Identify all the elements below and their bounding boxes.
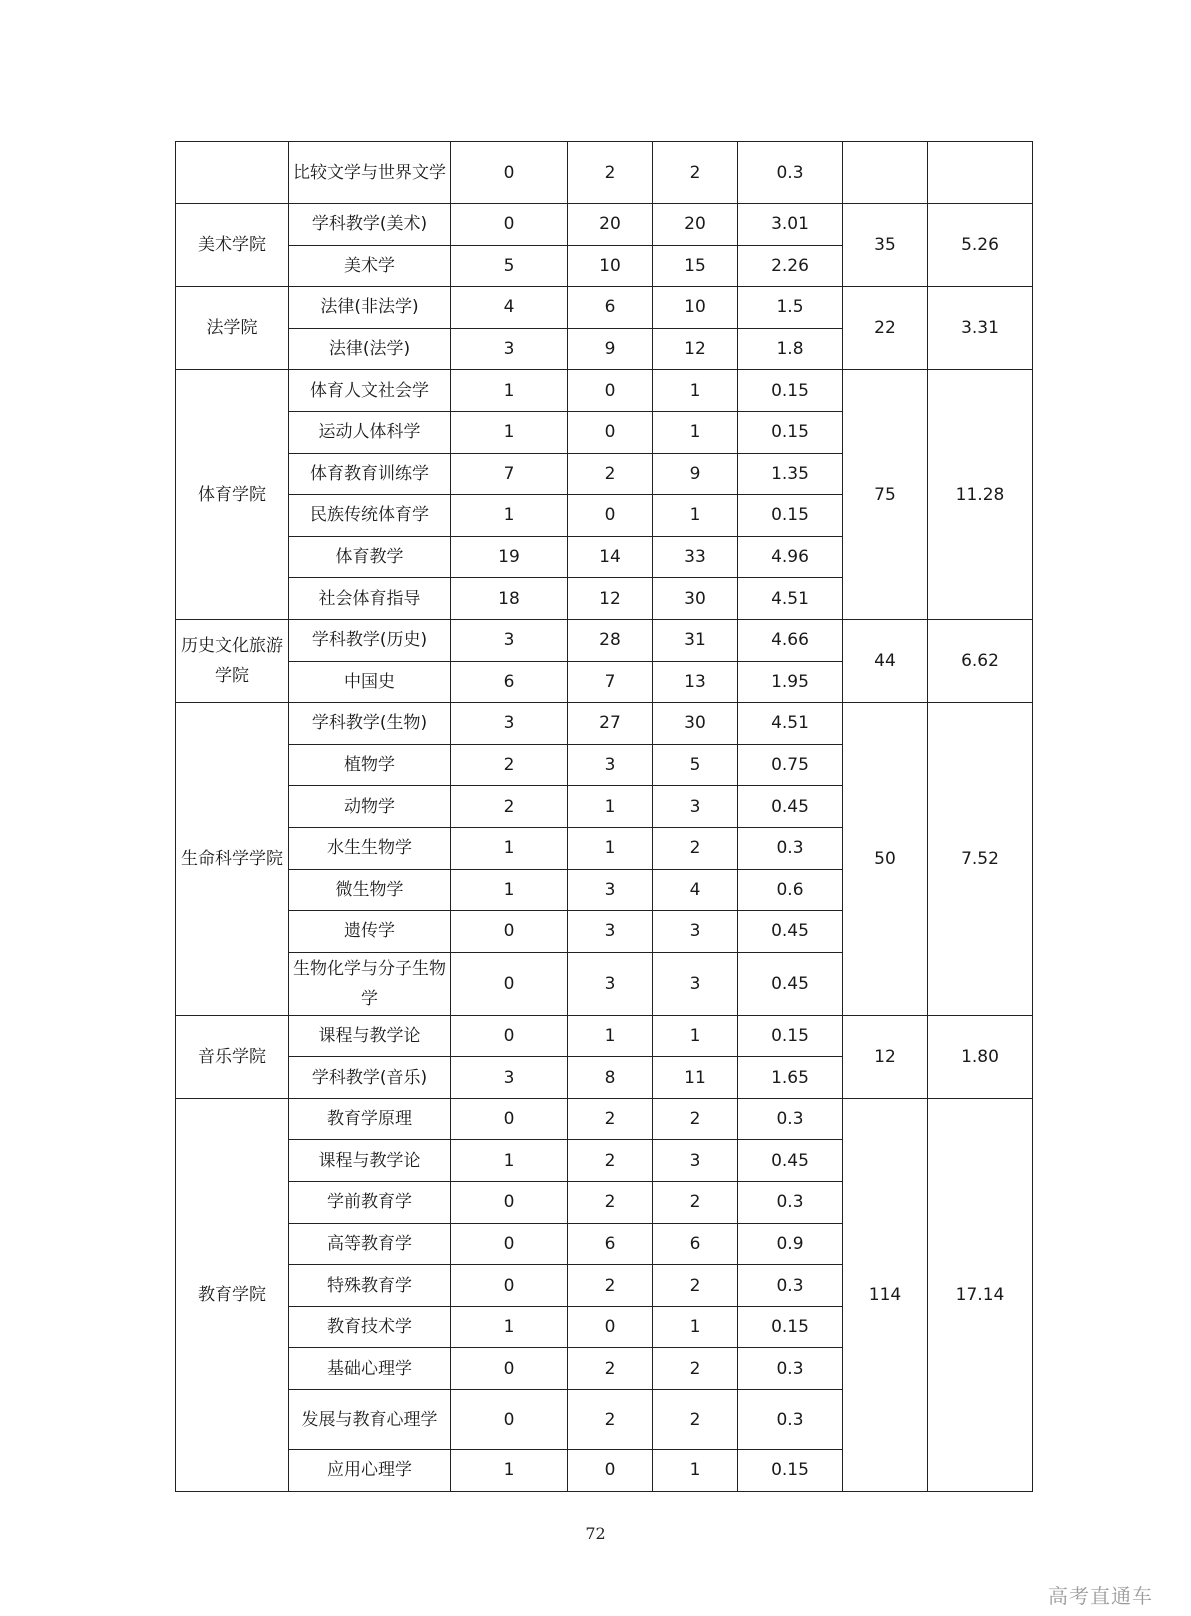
major-cell: 运动人体科学 bbox=[289, 411, 451, 453]
ratio-cell: 0.3 bbox=[738, 1098, 843, 1140]
value-b-cell: 10 bbox=[568, 245, 653, 287]
value-b-cell: 0 bbox=[568, 1450, 653, 1492]
value-a-cell: 0 bbox=[451, 1015, 568, 1057]
value-b-cell: 20 bbox=[568, 204, 653, 246]
college-total-cell: 12 bbox=[843, 1015, 928, 1098]
value-a-cell: 1 bbox=[451, 1450, 568, 1492]
value-c-cell: 2 bbox=[653, 1182, 738, 1224]
ratio-cell: 0.3 bbox=[738, 142, 843, 204]
major-cell: 民族传统体育学 bbox=[289, 495, 451, 537]
major-cell: 体育人文社会学 bbox=[289, 370, 451, 412]
ratio-cell: 0.3 bbox=[738, 1182, 843, 1224]
value-a-cell: 0 bbox=[451, 1265, 568, 1307]
college-percent-cell: 1.80 bbox=[928, 1015, 1033, 1098]
ratio-cell: 0.45 bbox=[738, 911, 843, 953]
value-a-cell: 2 bbox=[451, 744, 568, 786]
table-row bbox=[176, 619, 1033, 661]
value-c-cell: 6 bbox=[653, 1223, 738, 1265]
value-b-cell: 6 bbox=[568, 287, 653, 329]
college-percent-cell: 3.31 bbox=[928, 287, 1033, 370]
value-c-cell: 1 bbox=[653, 1450, 738, 1492]
value-c-cell: 1 bbox=[653, 370, 738, 412]
value-a-cell: 3 bbox=[451, 1057, 568, 1099]
value-a-cell: 1 bbox=[451, 869, 568, 911]
value-b-cell: 0 bbox=[568, 411, 653, 453]
value-a-cell: 19 bbox=[451, 536, 568, 578]
college-percent-cell: 6.62 bbox=[928, 619, 1033, 702]
major-cell: 社会体育指导 bbox=[289, 578, 451, 620]
value-c-cell: 2 bbox=[653, 1390, 738, 1450]
ratio-cell: 4.51 bbox=[738, 578, 843, 620]
table-body bbox=[176, 142, 1033, 1492]
major-cell: 植物学 bbox=[289, 744, 451, 786]
value-b-cell: 28 bbox=[568, 619, 653, 661]
value-a-cell: 3 bbox=[451, 619, 568, 661]
value-b-cell: 2 bbox=[568, 1265, 653, 1307]
value-c-cell: 13 bbox=[653, 661, 738, 703]
value-c-cell: 1 bbox=[653, 1306, 738, 1348]
value-a-cell: 1 bbox=[451, 1306, 568, 1348]
value-c-cell: 2 bbox=[653, 827, 738, 869]
value-c-cell: 4 bbox=[653, 869, 738, 911]
college-total-cell: 50 bbox=[843, 703, 928, 1016]
major-cell: 遗传学 bbox=[289, 911, 451, 953]
value-a-cell: 3 bbox=[451, 328, 568, 370]
ratio-cell: 1.5 bbox=[738, 287, 843, 329]
value-c-cell: 2 bbox=[653, 142, 738, 204]
ratio-cell: 1.8 bbox=[738, 328, 843, 370]
major-cell: 美术学 bbox=[289, 245, 451, 287]
college-percent-cell bbox=[928, 142, 1033, 204]
value-b-cell: 14 bbox=[568, 536, 653, 578]
ratio-cell: 3.01 bbox=[738, 204, 843, 246]
value-a-cell: 7 bbox=[451, 453, 568, 495]
value-a-cell: 2 bbox=[451, 786, 568, 828]
ratio-cell: 0.45 bbox=[738, 1140, 843, 1182]
value-b-cell: 7 bbox=[568, 661, 653, 703]
value-a-cell: 0 bbox=[451, 1223, 568, 1265]
ratio-cell: 1.65 bbox=[738, 1057, 843, 1099]
value-a-cell: 0 bbox=[451, 204, 568, 246]
ratio-cell: 0.15 bbox=[738, 370, 843, 412]
major-cell: 发展与教育心理学 bbox=[289, 1390, 451, 1450]
ratio-cell: 0.3 bbox=[738, 1390, 843, 1450]
value-a-cell: 4 bbox=[451, 287, 568, 329]
ratio-cell: 0.9 bbox=[738, 1223, 843, 1265]
ratio-cell: 1.95 bbox=[738, 661, 843, 703]
value-c-cell: 3 bbox=[653, 952, 738, 1015]
ratio-cell: 0.15 bbox=[738, 495, 843, 537]
major-cell: 水生生物学 bbox=[289, 827, 451, 869]
table-row bbox=[176, 1015, 1033, 1057]
major-cell: 学科教学(生物) bbox=[289, 703, 451, 745]
value-b-cell: 0 bbox=[568, 370, 653, 412]
major-cell: 学科教学(音乐) bbox=[289, 1057, 451, 1099]
value-b-cell: 1 bbox=[568, 1015, 653, 1057]
value-a-cell: 0 bbox=[451, 1348, 568, 1390]
major-cell: 法律(非法学) bbox=[289, 287, 451, 329]
value-c-cell: 1 bbox=[653, 495, 738, 537]
value-a-cell: 1 bbox=[451, 827, 568, 869]
value-b-cell: 2 bbox=[568, 453, 653, 495]
value-c-cell: 33 bbox=[653, 536, 738, 578]
major-cell: 高等教育学 bbox=[289, 1223, 451, 1265]
college-cell bbox=[176, 142, 289, 204]
college-cell: 美术学院 bbox=[176, 204, 289, 287]
value-b-cell: 3 bbox=[568, 744, 653, 786]
major-cell: 生物化学与分子生物学 bbox=[289, 952, 451, 1015]
value-b-cell: 12 bbox=[568, 578, 653, 620]
value-c-cell: 31 bbox=[653, 619, 738, 661]
value-c-cell: 2 bbox=[653, 1348, 738, 1390]
value-c-cell: 3 bbox=[653, 786, 738, 828]
value-c-cell: 11 bbox=[653, 1057, 738, 1099]
table-row bbox=[176, 204, 1033, 246]
value-b-cell: 27 bbox=[568, 703, 653, 745]
ratio-cell: 4.96 bbox=[738, 536, 843, 578]
major-cell: 教育技术学 bbox=[289, 1306, 451, 1348]
value-b-cell: 9 bbox=[568, 328, 653, 370]
ratio-cell: 1.35 bbox=[738, 453, 843, 495]
value-c-cell: 20 bbox=[653, 204, 738, 246]
value-a-cell: 6 bbox=[451, 661, 568, 703]
value-a-cell: 0 bbox=[451, 952, 568, 1015]
major-cell: 动物学 bbox=[289, 786, 451, 828]
value-a-cell: 1 bbox=[451, 495, 568, 537]
college-cell: 音乐学院 bbox=[176, 1015, 289, 1098]
value-c-cell: 1 bbox=[653, 1015, 738, 1057]
value-b-cell: 2 bbox=[568, 1182, 653, 1224]
ratio-cell: 0.15 bbox=[738, 411, 843, 453]
ratio-cell: 0.45 bbox=[738, 786, 843, 828]
value-c-cell: 30 bbox=[653, 578, 738, 620]
value-a-cell: 0 bbox=[451, 142, 568, 204]
ratio-cell: 2.26 bbox=[738, 245, 843, 287]
value-b-cell: 1 bbox=[568, 827, 653, 869]
major-cell: 微生物学 bbox=[289, 869, 451, 911]
major-cell: 学科教学(美术) bbox=[289, 204, 451, 246]
value-a-cell: 1 bbox=[451, 1140, 568, 1182]
value-b-cell: 1 bbox=[568, 786, 653, 828]
value-c-cell: 3 bbox=[653, 1140, 738, 1182]
value-c-cell: 2 bbox=[653, 1265, 738, 1307]
college-total-cell bbox=[843, 142, 928, 204]
ratio-cell: 0.3 bbox=[738, 1265, 843, 1307]
value-b-cell: 2 bbox=[568, 142, 653, 204]
college-total-cell: 35 bbox=[843, 204, 928, 287]
table-row bbox=[176, 1098, 1033, 1140]
value-b-cell: 2 bbox=[568, 1348, 653, 1390]
ratio-cell: 0.6 bbox=[738, 869, 843, 911]
value-c-cell: 12 bbox=[653, 328, 738, 370]
value-a-cell: 5 bbox=[451, 245, 568, 287]
value-b-cell: 3 bbox=[568, 869, 653, 911]
major-cell: 课程与教学论 bbox=[289, 1140, 451, 1182]
value-a-cell: 0 bbox=[451, 1098, 568, 1140]
watermark-text: 高考直通车 bbox=[1048, 1584, 1153, 1608]
college-percent-cell: 7.52 bbox=[928, 703, 1033, 1016]
value-b-cell: 6 bbox=[568, 1223, 653, 1265]
value-b-cell: 2 bbox=[568, 1140, 653, 1182]
college-cell: 生命科学学院 bbox=[176, 703, 289, 1016]
major-cell: 应用心理学 bbox=[289, 1450, 451, 1492]
value-c-cell: 3 bbox=[653, 911, 738, 953]
value-c-cell: 10 bbox=[653, 287, 738, 329]
college-percent-cell: 5.26 bbox=[928, 204, 1033, 287]
value-c-cell: 15 bbox=[653, 245, 738, 287]
value-b-cell: 2 bbox=[568, 1098, 653, 1140]
college-total-cell: 22 bbox=[843, 287, 928, 370]
ratio-cell: 0.15 bbox=[738, 1450, 843, 1492]
ratio-cell: 0.15 bbox=[738, 1306, 843, 1348]
value-c-cell: 30 bbox=[653, 703, 738, 745]
value-a-cell: 0 bbox=[451, 1390, 568, 1450]
college-total-cell: 75 bbox=[843, 370, 928, 620]
value-b-cell: 3 bbox=[568, 911, 653, 953]
value-a-cell: 0 bbox=[451, 911, 568, 953]
value-b-cell: 2 bbox=[568, 1390, 653, 1450]
value-a-cell: 18 bbox=[451, 578, 568, 620]
college-cell: 法学院 bbox=[176, 287, 289, 370]
value-a-cell: 0 bbox=[451, 1182, 568, 1224]
value-a-cell: 3 bbox=[451, 703, 568, 745]
major-cell: 法律(法学) bbox=[289, 328, 451, 370]
college-percent-cell: 11.28 bbox=[928, 370, 1033, 620]
ratio-cell: 0.3 bbox=[738, 827, 843, 869]
major-cell: 中国史 bbox=[289, 661, 451, 703]
college-cell: 体育学院 bbox=[176, 370, 289, 620]
major-cell: 基础心理学 bbox=[289, 1348, 451, 1390]
ratio-cell: 0.75 bbox=[738, 744, 843, 786]
major-cell: 体育教育训练学 bbox=[289, 453, 451, 495]
ratio-cell: 4.66 bbox=[738, 619, 843, 661]
college-cell: 教育学院 bbox=[176, 1098, 289, 1491]
college-cell: 历史文化旅游学院 bbox=[176, 619, 289, 702]
value-c-cell: 9 bbox=[653, 453, 738, 495]
table-row bbox=[176, 703, 1033, 745]
enrollment-table bbox=[175, 141, 1033, 1492]
value-c-cell: 2 bbox=[653, 1098, 738, 1140]
college-total-cell: 44 bbox=[843, 619, 928, 702]
table-row bbox=[176, 370, 1033, 412]
value-a-cell: 1 bbox=[451, 370, 568, 412]
major-cell: 课程与教学论 bbox=[289, 1015, 451, 1057]
major-cell: 学前教育学 bbox=[289, 1182, 451, 1224]
ratio-cell: 0.15 bbox=[738, 1015, 843, 1057]
college-percent-cell: 17.14 bbox=[928, 1098, 1033, 1491]
ratio-cell: 0.3 bbox=[738, 1348, 843, 1390]
page-number: 72 bbox=[585, 1524, 606, 1543]
major-cell: 教育学原理 bbox=[289, 1098, 451, 1140]
major-cell: 体育教学 bbox=[289, 536, 451, 578]
ratio-cell: 4.51 bbox=[738, 703, 843, 745]
ratio-cell: 0.45 bbox=[738, 952, 843, 1015]
value-c-cell: 5 bbox=[653, 744, 738, 786]
major-cell: 学科教学(历史) bbox=[289, 619, 451, 661]
major-cell: 特殊教育学 bbox=[289, 1265, 451, 1307]
value-a-cell: 1 bbox=[451, 411, 568, 453]
table-row bbox=[176, 142, 1033, 204]
major-cell: 比较文学与世界文学 bbox=[289, 142, 451, 204]
table-row bbox=[176, 287, 1033, 329]
value-c-cell: 1 bbox=[653, 411, 738, 453]
value-b-cell: 0 bbox=[568, 1306, 653, 1348]
college-total-cell: 114 bbox=[843, 1098, 928, 1491]
value-b-cell: 8 bbox=[568, 1057, 653, 1099]
value-b-cell: 3 bbox=[568, 952, 653, 1015]
value-b-cell: 0 bbox=[568, 495, 653, 537]
